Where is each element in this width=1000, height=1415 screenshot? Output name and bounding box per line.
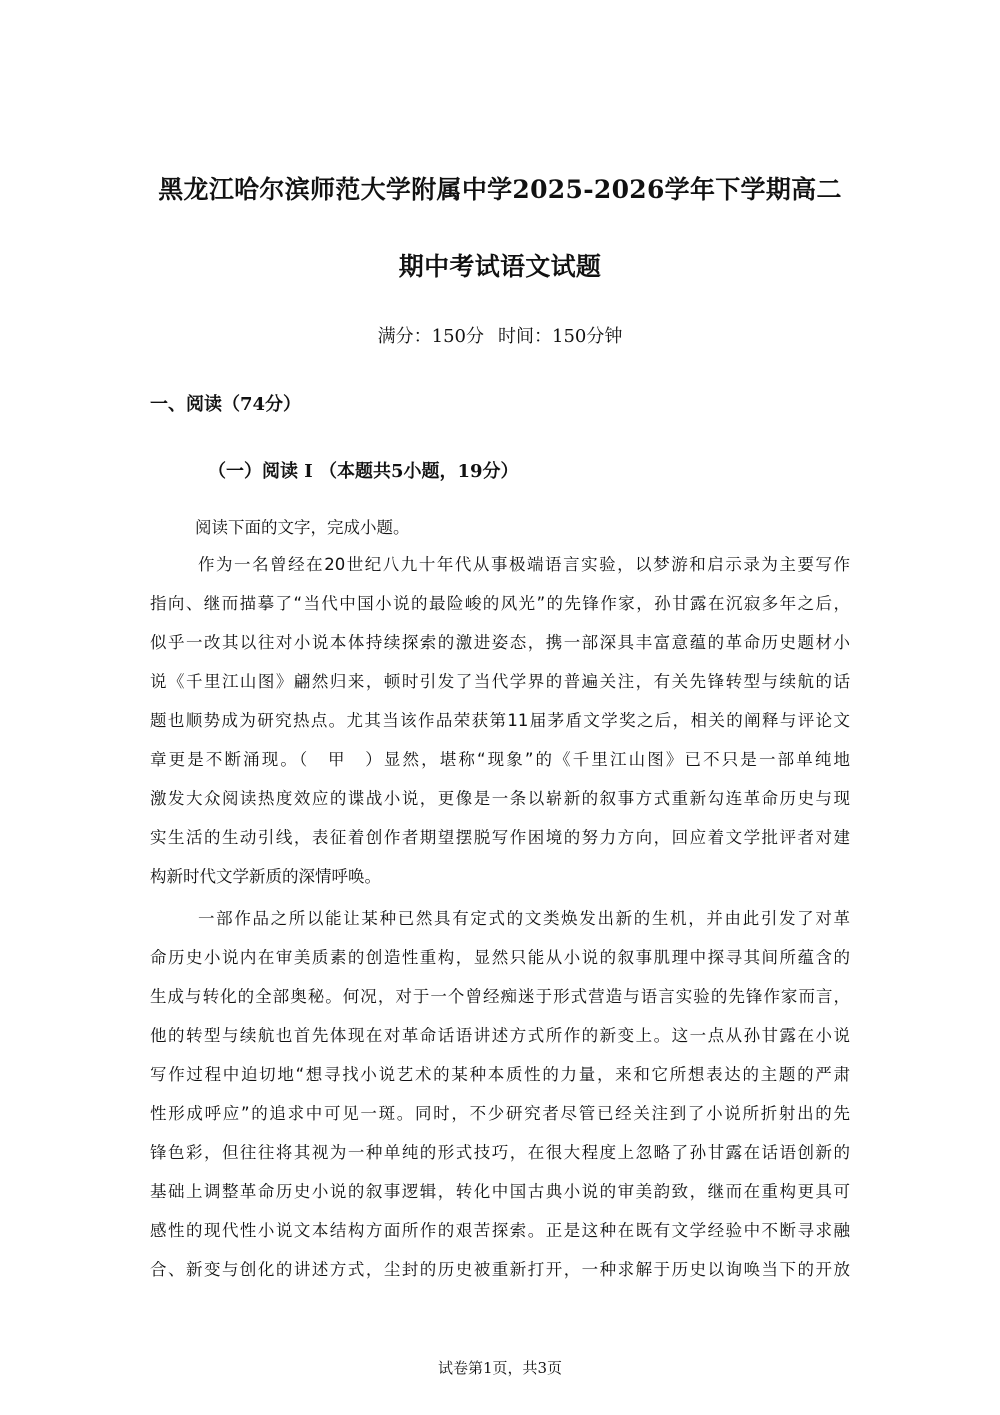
section-heading: 一、阅读（74分） — [150, 394, 302, 415]
para1-line: 似乎一改其以往对小说本体持续探索的激进姿态，携一部深具丰富意蕴的革命历史题材小 — [150, 633, 850, 652]
exam-title-line-2: 期中考试语文试题 — [398, 252, 602, 281]
exam-meta — [0, 322, 1000, 348]
para1-line: 指向、继而描摹了“当代中国小说的最险峻的风光”的先锋作家，孙甘露在沉寂多年之后， — [150, 594, 850, 613]
para2-line: 锋色彩，但往往将其视为一种单纯的形式技巧，在很大程度上忽略了孙甘露在话语创新的 — [150, 1143, 850, 1162]
para1-line: 激发大众阅读热度效应的谍战小说，更像是一条以崭新的叙事方式重新勾连革命历史与现 — [150, 789, 850, 808]
para2-line: 感性的现代性小说文本结构方面所作的艰苦探索。正是这种在既有文学经验中不断寻求融 — [150, 1221, 850, 1240]
time-limit: 时间：150分钟 — [498, 326, 623, 347]
para2-line: 一部作品之所以能让某种已然具有定式的文类焕发出新的生机，并由此引发了对革 — [198, 909, 850, 928]
para1-line: 构新时代文学新质的深情呼唤。 — [150, 867, 381, 886]
para1-line: 说《千里江山图》翩然归来，顿时引发了当代学界的普遍关注，有关先锋转型与续航的话 — [150, 672, 850, 691]
para1-line: 作为一名曾经在20世纪八九十年代从事极端语言实验，以梦游和启示录为主要写作 — [198, 555, 850, 574]
para2-line: 他的转型与续航也首先体现在对革命话语讲述方式所作的新变上。这一点从孙甘露在小说 — [150, 1026, 850, 1045]
para2-line: 合、新变与创化的讲述方式，尘封的历史被重新打开，一种求解于历史以询唤当下的开放 — [150, 1260, 850, 1279]
exam-title-line-1: 黑龙江哈尔滨师范大学附属中学2025-2026学年下学期高二 — [158, 175, 842, 204]
para2-line: 生成与转化的全部奥秘。何况，对于一个曾经痴迷于形式营造与语言实验的先锋作家而言， — [150, 987, 850, 1006]
subsection-heading: （一）阅读 I （本题共5小题，19分） — [208, 461, 519, 482]
para2-line: 性形成呼应”的追求中可见一斑。同时，不少研究者尽管已经关注到了小说所折射出的先 — [150, 1104, 850, 1123]
para2-line: 写作过程中迫切地“想寻找小说艺术的某种本质性的力量，来和它所想表达的主题的严肃 — [150, 1065, 850, 1084]
para1-line: 实生活的生动引线，表征着创作者期望摆脱写作困境的努力方向，回应着文学批评者对建 — [150, 828, 850, 847]
instruction-text: 阅读下面的文字，完成小题。 — [195, 518, 410, 537]
para2-line: 基础上调整革命历史小说的叙事逻辑，转化中国古典小说的审美韵致，继而在重构更具可 — [150, 1182, 850, 1201]
full-score: 满分：150分 — [377, 326, 484, 347]
para1-line: 章更是不断涌现。（ 甲 ）显然，堪称“现象”的《千里江山图》已不只是一部单纯地 — [150, 750, 850, 769]
para1-line: 题也顺势成为研究热点。尤其当该作品荣获第11届茅盾文学奖之后，相关的阐释与评论文 — [150, 711, 850, 730]
page-footer: 试卷第1页，共3页 — [437, 1359, 563, 1377]
para2-line: 命历史小说内在审美质素的创造性重构，显然只能从小说的叙事肌理中探寻其间所蕴含的 — [150, 948, 850, 967]
